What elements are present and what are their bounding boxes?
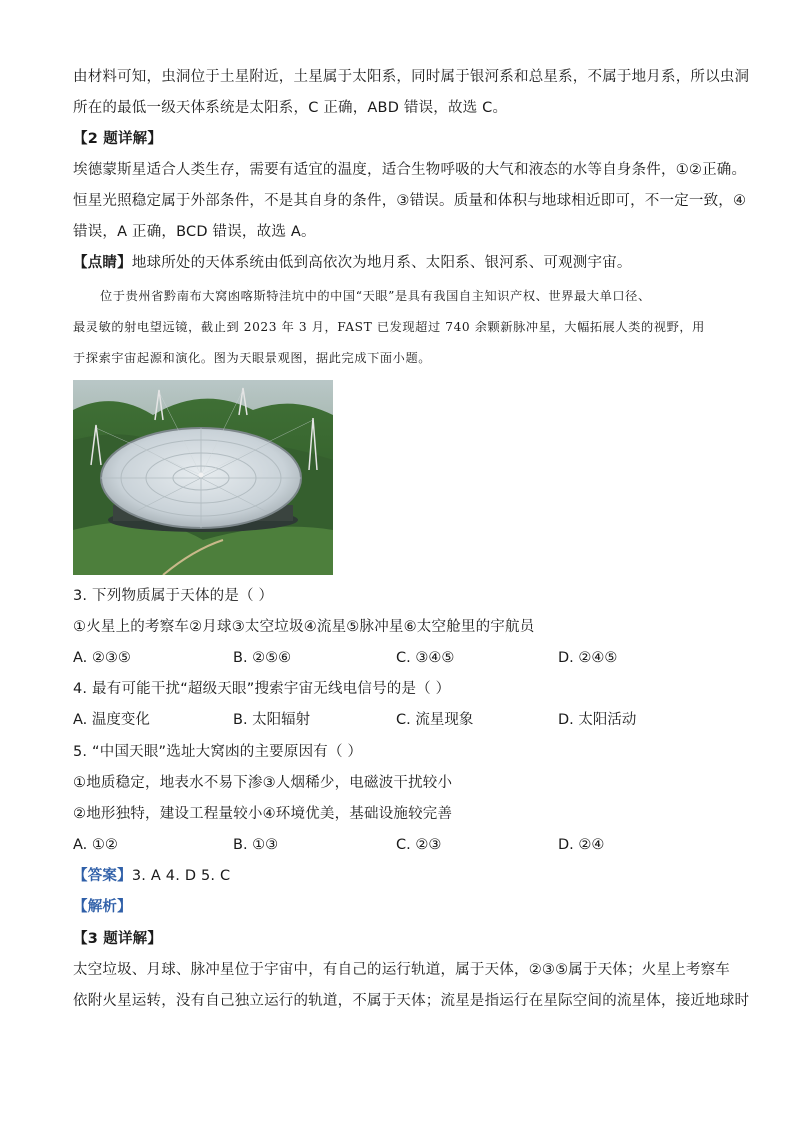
heading-open-bracket: 【 bbox=[73, 131, 88, 147]
answer-line bbox=[73, 866, 230, 886]
analysis-label: 【解析】 bbox=[73, 899, 132, 915]
paragraph-line: 太空垃圾、月球、脉冲星位于宇宙中，有自己的运行轨道，属于天体，②③⑤属于天体；火星上考察车 bbox=[73, 962, 730, 978]
heading-open-bracket: 【 bbox=[73, 931, 88, 947]
q5-option-a: A. ①② bbox=[73, 837, 118, 853]
answer-label: 【答案】 bbox=[73, 868, 132, 884]
q3-option-a: A. ②③⑤ bbox=[73, 650, 131, 666]
question-5-items: ②地形独特，建设工程量较小④环境优美，基础设施较完善 bbox=[73, 806, 453, 822]
material-line: 于探索宇宙起源和演化。图为天眼景观图，据此完成下面小题。 bbox=[73, 351, 432, 365]
paragraph-line: 恒星光照稳定属于外部条件，不是其自身的条件，③错误。质量和体积与地球相近即可，不一定一致，④ bbox=[73, 193, 747, 209]
q3-option-b: B. ②⑤⑥ bbox=[233, 650, 292, 666]
tip-label: 【点睛】 bbox=[73, 255, 132, 271]
question-3: 3. 下列物质属于天体的是（ ） bbox=[73, 588, 274, 604]
paragraph-line: 所在的最低一级天体系统是太阳系，C 正确，ABD 错误，故选 C。 bbox=[73, 100, 508, 116]
paragraph-line: 依附火星运转，没有自己独立运行的轨道，不属于天体；流星是指运行在星际空间的流星体，接近地球时 bbox=[73, 993, 750, 1009]
q3-option-c: C. ③④⑤ bbox=[396, 650, 455, 666]
question-5: 5. “中国天眼”选址大窝凼的主要原因有（ ） bbox=[73, 744, 363, 760]
q5-option-d: D. ②④ bbox=[558, 837, 605, 853]
paragraph-line: 埃德蒙斯星适合人类生存，需要有适宜的温度，适合生物呼吸的大气和液态的水等自身条件，①②正确。 bbox=[73, 162, 747, 178]
paragraph-line: 错误，A 正确，BCD 错误，故选 A。 bbox=[73, 224, 316, 240]
heading-text: 3 题详解 bbox=[87, 931, 148, 947]
fast-telescope-photo bbox=[73, 380, 333, 575]
q5-option-c: C. ②③ bbox=[396, 837, 442, 853]
q4-option-c: C. 流星现象 bbox=[396, 712, 474, 728]
question-5-items: ①地质稳定，地表水不易下渗③人烟稀少，电磁波干扰较小 bbox=[73, 775, 453, 791]
q4-option-d: D. 太阳活动 bbox=[558, 712, 637, 728]
heading-close-bracket: 】 bbox=[147, 131, 163, 147]
question-3-items: ①火星上的考察车②月球③太空垃圾④流星⑤脉冲星⑥太空舱里的宇航员 bbox=[73, 619, 535, 635]
material-line: 位于贵州省黔南布大窝凼喀斯特洼坑中的中国“天眼”是具有我国自主知识产权、世界最大单口径、 bbox=[100, 289, 651, 303]
section-heading-q3 bbox=[73, 929, 162, 949]
paragraph-line: 由材料可知，虫洞位于土星附近，土星属于太阳系，同时属于银河系和总星系，不属于地月系，所以虫洞 bbox=[73, 69, 750, 85]
heading-text: 2 题详解 bbox=[87, 131, 148, 147]
q4-option-b: B. 太阳辐射 bbox=[233, 712, 311, 728]
q5-option-b: B. ①③ bbox=[233, 837, 279, 853]
tip-text: 地球所处的天体系统由低到高依次为地月系、太阳系、银河系、可观测宇宙。 bbox=[131, 255, 632, 271]
question-4: 4. 最有可能干扰“超级天眼”搜索宇宙无线电信号的是（ ） bbox=[73, 681, 451, 697]
material-line: 最灵敏的射电望远镜，截止到 2023 年 3 月，FAST 已发现超过 740 余颗新脉冲星，大幅拓展人类的视野，用 bbox=[73, 320, 705, 334]
heading-close-bracket: 】 bbox=[147, 931, 163, 947]
q4-option-a: A. 温度变化 bbox=[73, 712, 150, 728]
tip-line bbox=[73, 253, 632, 273]
answer-text: 3. A 4. D 5. C bbox=[131, 868, 231, 884]
section-heading-q2 bbox=[73, 129, 162, 149]
q3-option-d: D. ②④⑤ bbox=[558, 650, 618, 666]
